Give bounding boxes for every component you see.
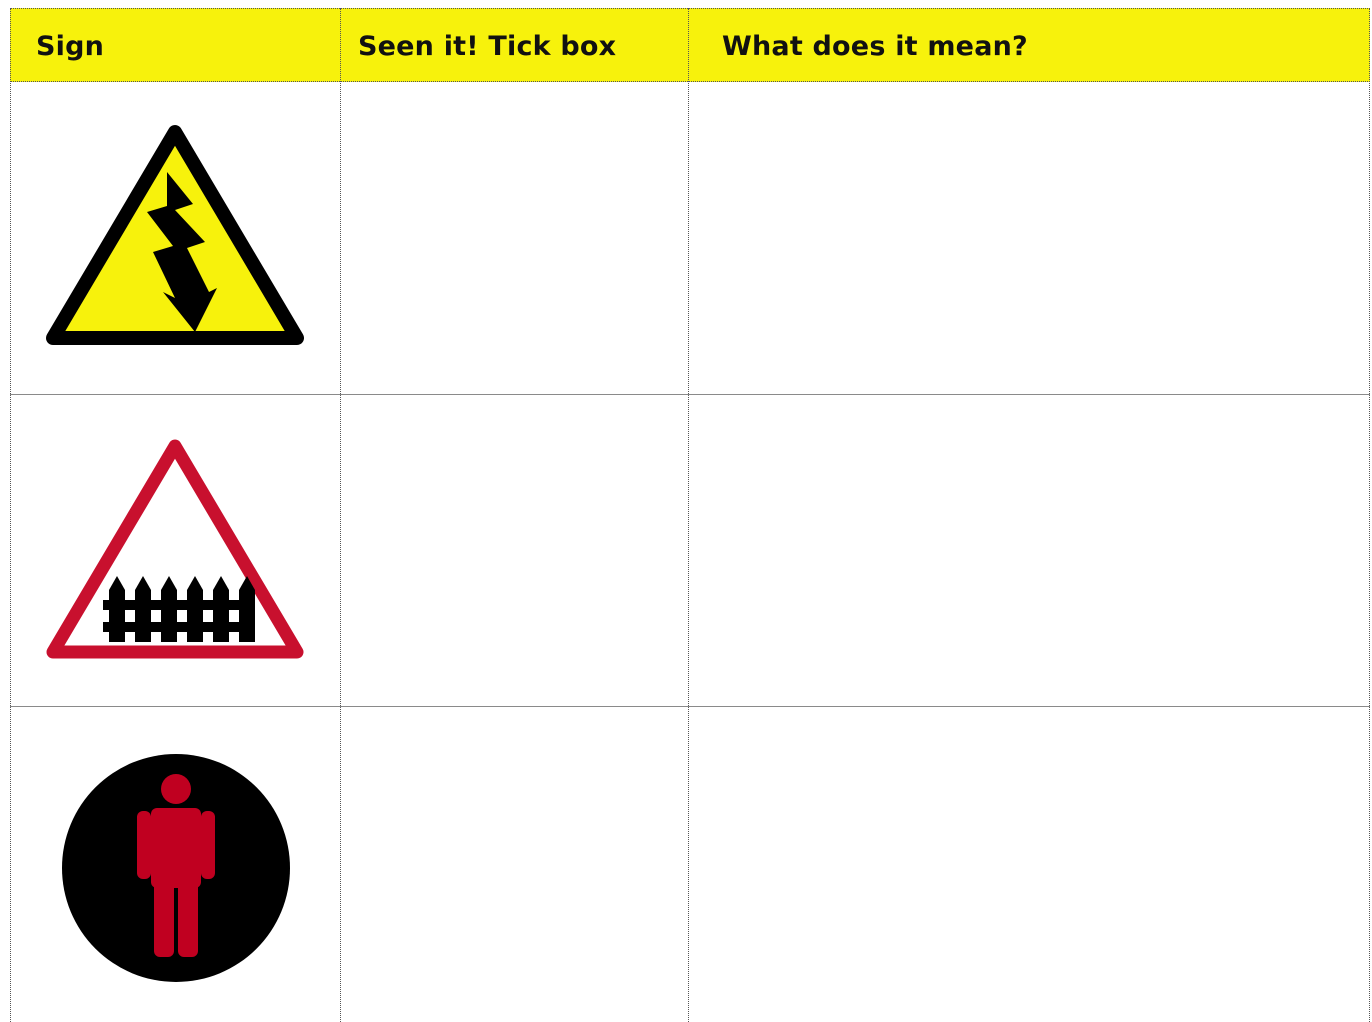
table-header-row <box>10 8 1370 82</box>
header-what-does-it-mean: What does it mean? <box>722 30 1028 62</box>
level-crossing-gate-warning-icon <box>45 438 305 668</box>
column-border-right <box>1369 8 1370 1022</box>
meaning-cell-row-1[interactable] <box>689 83 1369 394</box>
column-border-left <box>10 8 11 1022</box>
header-sign: Sign <box>36 30 105 62</box>
tick-box-cell-row-3[interactable] <box>341 707 688 1022</box>
header-seen-it-tick-box: Seen it! Tick box <box>358 30 617 62</box>
meaning-cell-row-3[interactable] <box>689 707 1369 1022</box>
high-voltage-warning-icon <box>45 120 305 350</box>
red-standing-man-signal-icon <box>61 753 291 983</box>
tick-box-cell-row-2[interactable] <box>341 395 688 706</box>
sign-worksheet-table <box>10 8 1370 1022</box>
tick-box-cell-row-1[interactable] <box>341 83 688 394</box>
meaning-cell-row-2[interactable] <box>689 395 1369 706</box>
